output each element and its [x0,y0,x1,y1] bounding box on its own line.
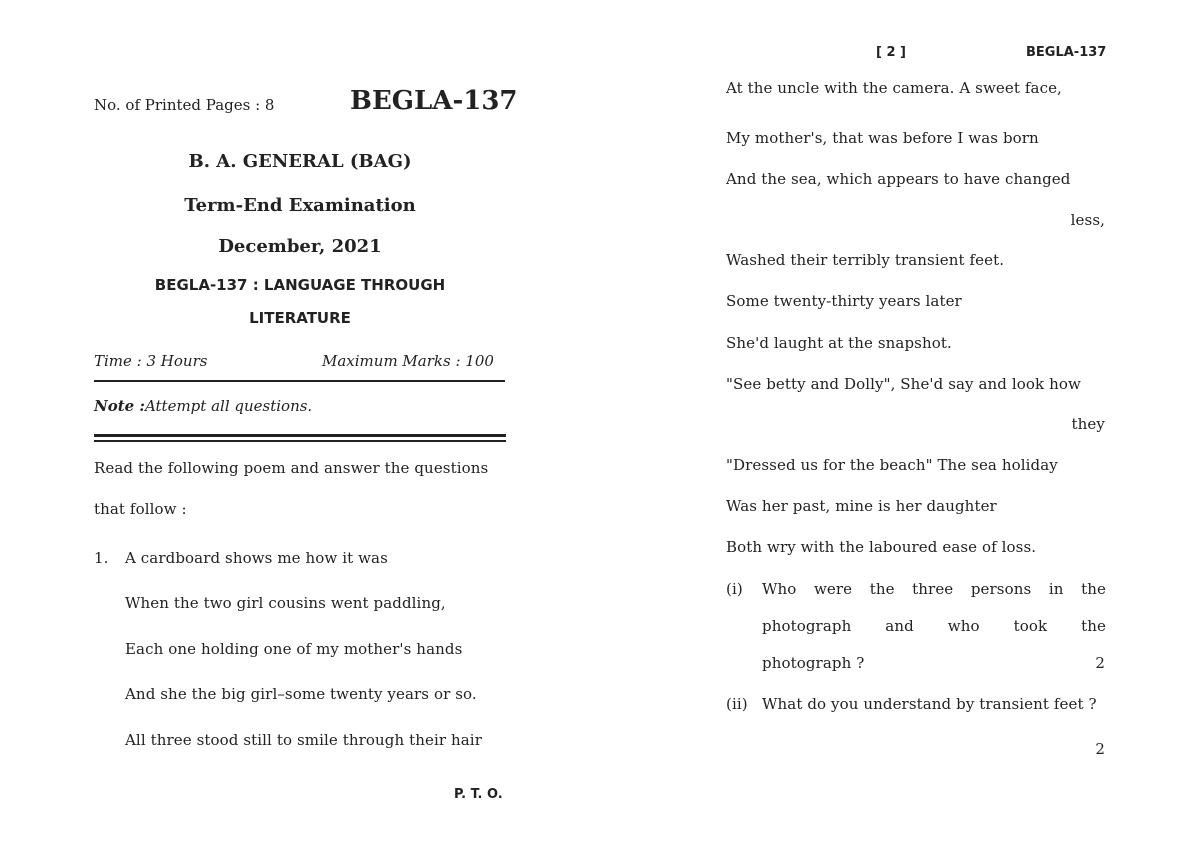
sub-question-number: (ii) [726,695,748,713]
poem-line: And the sea, which appears to have changed [726,170,1071,188]
paper-code-title: BEGLA-137 [350,86,518,116]
word: and [885,617,914,635]
sub-question-line [762,580,1106,598]
right-page [600,0,1200,849]
word: photograph [762,617,852,635]
poem-line: Washed their terribly transient feet. [726,251,1005,269]
question-number: 1. [94,549,109,567]
sub-question-line: What do you understand by transient feet ? [762,695,1097,713]
word: the [869,580,895,598]
sub-question-line: photograph ? [762,654,865,672]
sub-question-number: (i) [726,580,743,598]
poem-line: Both wry with the laboured ease of loss. [726,538,1037,556]
course-title-line2: LITERATURE [249,309,351,327]
note-label: Note : [94,397,145,415]
programme-title: B. A. GENERAL (BAG) [188,151,412,172]
word: in [1048,580,1064,598]
word: who [947,617,980,635]
word: were [813,580,853,598]
word: the [1081,617,1106,635]
poem-line: At the uncle with the camera. A sweet face, [726,79,1062,97]
poem-line: And she the big girl–some twenty years or so. [125,685,477,703]
course-title-line1: BEGLA-137 : LANGUAGE THROUGH [154,276,446,294]
printed-pages-count: No. of Printed Pages : 8 [94,96,275,114]
poem-line: All three stood still to smile through their hair [125,731,482,749]
poem-line-continuation: less, [1070,211,1105,229]
poem-line-continuation: they [1071,415,1105,433]
word: persons [970,580,1032,598]
poem-line: Some twenty-thirty years later [726,292,962,310]
sub-question-line [762,617,1106,635]
session-title: December, 2021 [218,236,382,257]
question-marks: 2 [1095,654,1105,672]
header-divider [94,380,505,382]
word: Who [762,580,797,598]
poem-line: "See betty and Dolly", She'd say and look how [726,375,1081,393]
poem-line: "Dressed us for the beach" The sea holiday [726,456,1058,474]
exam-type-title: Term-End Examination [184,195,416,216]
poem-line: Was her past, mine is her daughter [726,497,997,515]
poem-line: Each one holding one of my mother's hands [125,640,463,658]
word: took [1013,617,1048,635]
exam-duration: Time : 3 Hours [94,352,208,370]
maximum-marks: Maximum Marks : 100 [322,352,494,370]
note-text: Attempt all questions. [144,397,313,415]
note-double-divider [94,434,506,442]
poem-line: When the two girl cousins went paddling, [125,594,446,612]
word: three [912,580,954,598]
page-turn-indicator: P. T. O. [454,787,503,802]
poem-line: A cardboard shows me how it was [125,549,388,567]
running-header-code: BEGLA-137 [1026,45,1107,60]
page-number: [ 2 ] [876,45,906,60]
word: the [1081,580,1106,598]
poem-line: She'd laught at the snapshot. [726,334,952,352]
instruction-line-2: that follow : [94,500,187,518]
instruction-line-1: Read the following poem and answer the questions [94,459,489,477]
note-line [94,397,312,415]
poem-line: My mother's, that was before I was born [726,129,1039,147]
question-marks: 2 [1095,740,1105,758]
